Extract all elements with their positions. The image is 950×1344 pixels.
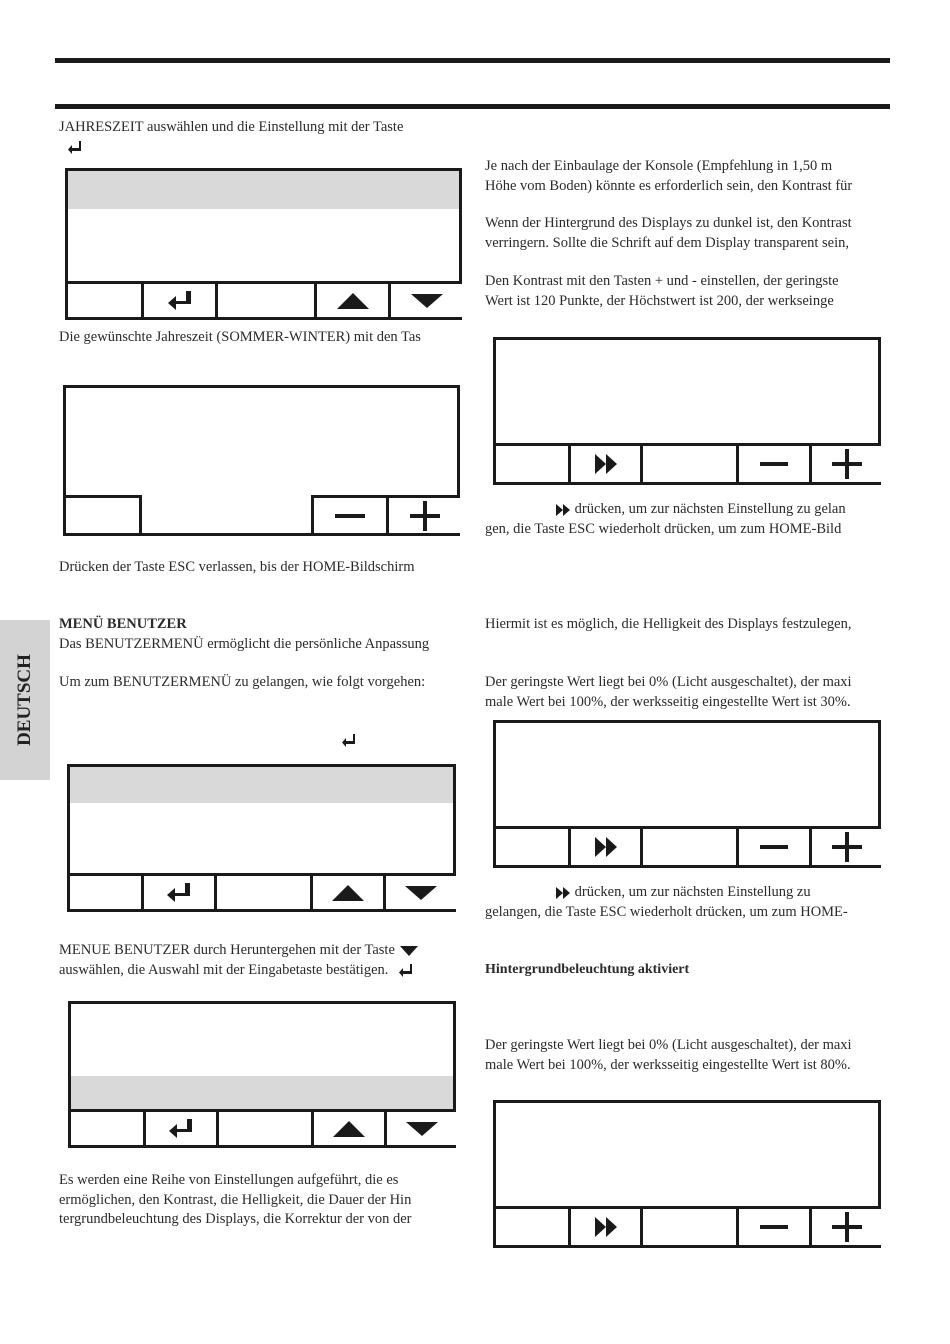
- down-triangle-icon: [404, 885, 438, 901]
- next-button[interactable]: [568, 826, 643, 865]
- paragraph-contrast-intro: Je nach der Einbaulage der Konsole (Empfehlung in 1,50 m Höhe vom Boden) könnte es erforderlich sein, den Kontrast für: [485, 158, 853, 194]
- plus-icon: [832, 1212, 862, 1242]
- empty-button[interactable]: [68, 281, 144, 317]
- display-screen-season-select: [65, 168, 462, 320]
- down-triangle-icon: [410, 293, 444, 309]
- top-rule: [55, 58, 890, 63]
- minus-icon: [760, 1224, 788, 1230]
- enter-icon: [341, 730, 357, 750]
- enter-button[interactable]: [143, 1109, 219, 1145]
- double-arrow-forward-icon: [594, 453, 618, 475]
- display-screen-backlight: [493, 1100, 881, 1248]
- paragraph-contrast-dark: Wenn der Hintergrund des Displays zu dunkel ist, den Kontrast verringern. Sollte die Schrift auf dem Display transparent sein,: [485, 215, 852, 251]
- display-screen-main-menu: [67, 764, 456, 912]
- minus-button[interactable]: [311, 495, 389, 533]
- double-arrow-forward-icon: [485, 884, 575, 900]
- backlight-heading: Hintergrundbeleuchtung aktiviert: [485, 962, 690, 977]
- highlight-row: [70, 767, 453, 803]
- down-triangle-icon: [399, 945, 419, 957]
- down-button[interactable]: [384, 1109, 456, 1145]
- up-button[interactable]: [311, 1109, 387, 1145]
- paragraph-brightness-values: Der geringste Wert liegt bei 0% (Licht ausgeschaltet), der maxi male Wert bei 100%, der werksseitig eingestellte Wert ist 30%.: [485, 674, 852, 710]
- plus-icon: [410, 501, 440, 531]
- plus-button[interactable]: [809, 443, 881, 482]
- paragraph-backlight-values: Der geringste Wert liegt bei 0% (Licht ausgeschaltet), der maxi male Wert bei 100%, der werksseitig eingestellte Wert ist 80%.: [485, 1037, 852, 1073]
- empty-button[interactable]: [496, 1206, 571, 1245]
- minus-button[interactable]: [736, 1206, 812, 1245]
- enter-button[interactable]: [141, 281, 218, 317]
- header-rule: [55, 104, 890, 109]
- empty-button[interactable]: [496, 443, 571, 482]
- paragraph-contrast-next: drücken, um zur nächsten Einstellung zu gelan gen, die Taste ESC wiederholt drücken, um zum HOME-Bild: [485, 501, 846, 537]
- down-button[interactable]: [388, 281, 462, 317]
- up-button[interactable]: [310, 873, 386, 909]
- up-triangle-icon: [336, 292, 370, 310]
- display-screen-contrast: [493, 337, 881, 485]
- highlight-row: [68, 171, 459, 209]
- plus-button[interactable]: [809, 826, 881, 865]
- up-button[interactable]: [314, 281, 391, 317]
- minus-icon: [760, 844, 788, 850]
- paragraph-select-menu-benutzer: MENUE BENUTZER durch Heruntergehen mit der Taste auswählen, die Auswahl mit der Eingabetaste bestätigen.: [59, 941, 419, 980]
- down-button[interactable]: [383, 873, 456, 909]
- plus-icon: [832, 449, 862, 479]
- plus-button[interactable]: [809, 1206, 881, 1245]
- empty-button[interactable]: [71, 1109, 146, 1145]
- paragraph-how-to-access: Um zum BENUTZERMENÜ zu gelangen, wie folgt vorgehen:: [59, 674, 426, 690]
- paragraph-settings-list: Es werden eine Reihe von Einstellungen aufgeführt, die es ermöglichen, den Kontrast, die Helligkeit, die Dauer der Hin tergrundbeleuchtung des Displays, die Korrektur der von der: [59, 1172, 412, 1227]
- double-arrow-forward-icon: [485, 501, 575, 517]
- minus-button[interactable]: [736, 826, 812, 865]
- paragraph-brightness-next: drücken, um zur nächsten Einstellung zu gelangen, die Taste ESC wiederholt drücken, um zum HOME-: [485, 884, 848, 920]
- empty-button[interactable]: [70, 873, 144, 909]
- paragraph-esc: Drücken der Taste ESC verlassen, bis der HOME-Bildschirm: [59, 559, 415, 575]
- up-triangle-icon: [331, 884, 365, 902]
- plus-button[interactable]: [386, 495, 460, 533]
- up-triangle-icon: [332, 1120, 366, 1138]
- paragraph-contrast-values: Den Kontrast mit den Tasten + und - einstellen, der geringste Wert ist 120 Punkte, der Höchstwert ist 200, der werkseinge: [485, 273, 839, 309]
- language-side-tab: [0, 620, 50, 780]
- enter-icon: [166, 290, 194, 312]
- highlight-row: [71, 1076, 453, 1112]
- display-screen-brightness: [493, 720, 881, 868]
- next-button[interactable]: [568, 443, 643, 482]
- menu-benutzer-section: MENÜ BENUTZER Das BENUTZERMENÜ ermöglicht die persönliche Anpassung: [59, 616, 430, 652]
- paragraph-brightness-intro: Hiermit ist es möglich, die Helligkeit des Displays festzulegen,: [485, 616, 852, 632]
- next-button[interactable]: [568, 1206, 643, 1245]
- double-arrow-forward-icon: [594, 836, 618, 858]
- paragraph-choose-season: Die gewünschte Jahreszeit (SOMMER-WINTER) mit den Tas: [59, 329, 421, 345]
- paragraph-select-season: JAHRESZEIT auswählen und die Einstellung mit der Taste: [59, 118, 403, 157]
- language-label: DEUTSCH: [14, 654, 35, 746]
- enter-button[interactable]: [141, 873, 217, 909]
- enter-icon: [59, 139, 83, 155]
- menu-benutzer-heading: MENÜ BENUTZER: [59, 616, 187, 632]
- minus-button[interactable]: [736, 443, 812, 482]
- empty-button[interactable]: [496, 826, 571, 865]
- empty-button[interactable]: [66, 495, 142, 533]
- display-screen-menu-benutzer: [68, 1001, 456, 1148]
- enter-icon: [165, 882, 193, 904]
- double-arrow-forward-icon: [594, 1216, 618, 1238]
- display-screen-season-adjust: [63, 385, 460, 536]
- enter-icon: [392, 962, 414, 978]
- minus-icon: [335, 513, 365, 519]
- minus-icon: [760, 461, 788, 467]
- down-triangle-icon: [405, 1121, 439, 1137]
- enter-icon: [167, 1118, 195, 1140]
- plus-icon: [832, 832, 862, 862]
